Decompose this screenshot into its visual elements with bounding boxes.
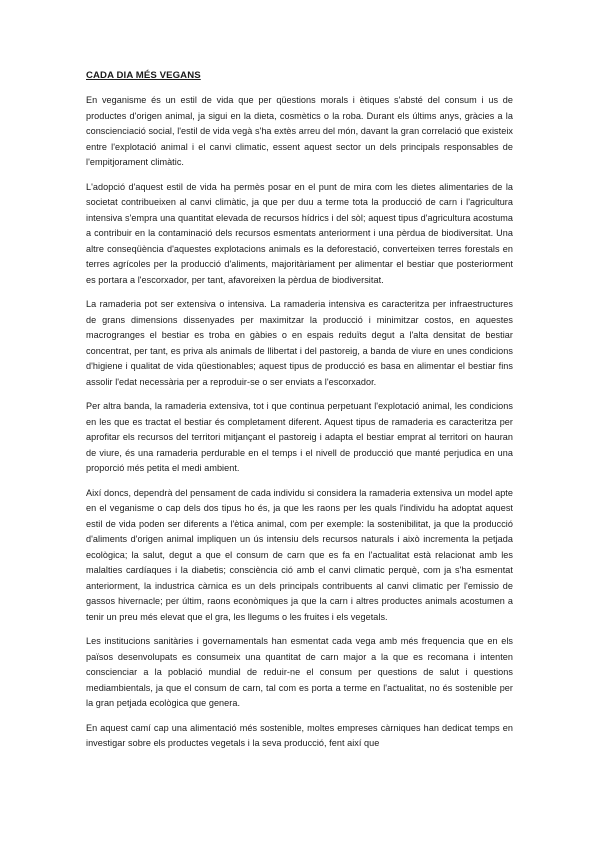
- paragraph-3: La ramaderia pot ser extensiva o intensiva. La ramaderia intensiva es caracteritza per infraestructures de grans dimensions dissenyades per maximitzar la producció i minimitzar costos, en aquestes macrogranges el bestiar es troba en gàbies o en espais reduïts degut a l'alta densitat de bestiar concentrat, per tant, es priva als animals de llibertat i del pastoreig, a banda de viure en unes condicions d'higiene i qualitat de vida qüestionables; aquest tipus de producció es basa en alimentar el bestiar fins assolir l'edat necessària per a reproduir-se o ser enviats a l'escorxador.: [86, 299, 513, 387]
- document-page: [86, 70, 513, 761]
- paragraph-2: L'adopció d'aquest estil de vida ha permès posar en el punt de mira com les dietes alimentaries de la societat contribueixen al canvi climàtic, ja que per duu a terme tota la producció de carn i l'agricultura intensiva s'empra una quantitat elevada de recursos hídrics i del sòl; aquest tipus d'agricultura acostuma a contribuir en la contaminació dels recursos esmentats anteriorment i una pèrdua de biodiversitat. Una altre conseqüència d'aquestes explotacions animals es la deforestació, converteixen terres forestals en terres agrícoles per la producció d'aliments, majoritàriament per alimentar el bestiar que posteriorment es portara a l'escorxador, per tant, afavoreixen la pèrdua de biodiversitat.: [86, 181, 513, 285]
- document-title: CADA DIA MÉS VEGANS: [86, 70, 201, 81]
- paragraph-7: En aquest camí cap una alimentació més sostenible, moltes empreses càrniques han dedicat temps en investigar sobre els productes vegetals i la seva producció, fent així que: [86, 722, 513, 748]
- paragraph-6: Les institucions sanitàries i governamentals han esmentat cada vega amb més frequencia que en els països desenvolupats es consumeix una quantitat de carn major a la que es recomana i intenten conscienciar a la població mundial de reduir-ne el consum per questions de salut i questions mediambientals, ja que el consum de carn, tal com es porta a terme en l'actualitat, no és sostenible per la gran petjada ecològica que genera.: [86, 636, 513, 708]
- paragraph-5: Així doncs, dependrà del pensament de cada individu si considera la ramaderia extensiva un model apte en el veganisme o cap dels dos tipus ho és, ja que les raons per les quals l'individu ha adoptat aquest estil de vida poden ser diferents a l'ètica animal, com per exemple: la sostenibilitat, ja que la producció d'aliments d'origen animal impliquen un ús intensiu dels recursos naturals i això incrementa la petjada ecològica; la salut, degut a que el consum de carn que es fa en l'actualitat està relacionat amb les malalties cardíaques i la diabetis; consciència ció amb el canvi climatic perquè, com ja s'ha esmentat anteriorment, la industrica càrnica es un dels principals contribuents al canvi climatic per l'emissio de gassos hivernacle; per últim, raons econòmiques ja que la carn i altres productes animals acostumen a tenir un preu més elevat que el gra, les llegums o les fruites i els vegetals.: [86, 487, 513, 622]
- paragraph-1: En veganisme és un estil de vida que per qüestions morals i ètiques s'absté del consum i us de productes d'origen animal, ja sigui en la dieta, cosmètics o la roba. Durant els últims anys, gràcies a la conscienciació social, l'estil de vida vegà s'ha extès arreu del món, davant la gran correlació que existeix entre l'explotació animal i el canvi climatic, essent aquest sector un dels principals responsables de l'empitjorament climàtic.: [86, 95, 513, 167]
- paragraph-4: Per altra banda, la ramaderia extensiva, tot i que continua perpetuant l'explotació animal, les condicions en les que es tractat el bestiar és completament diferent. Aquest tipus de ramaderia es caracteritza per aprofitar els recursos del territori mitjançant el pastoreig i adapta el bestiar emprat al territori on hauran de viure, és una ramaderia perdurable en el temps i el nivell de producció que manté perjudica en una proporció més petita el medi ambient.: [86, 401, 513, 473]
